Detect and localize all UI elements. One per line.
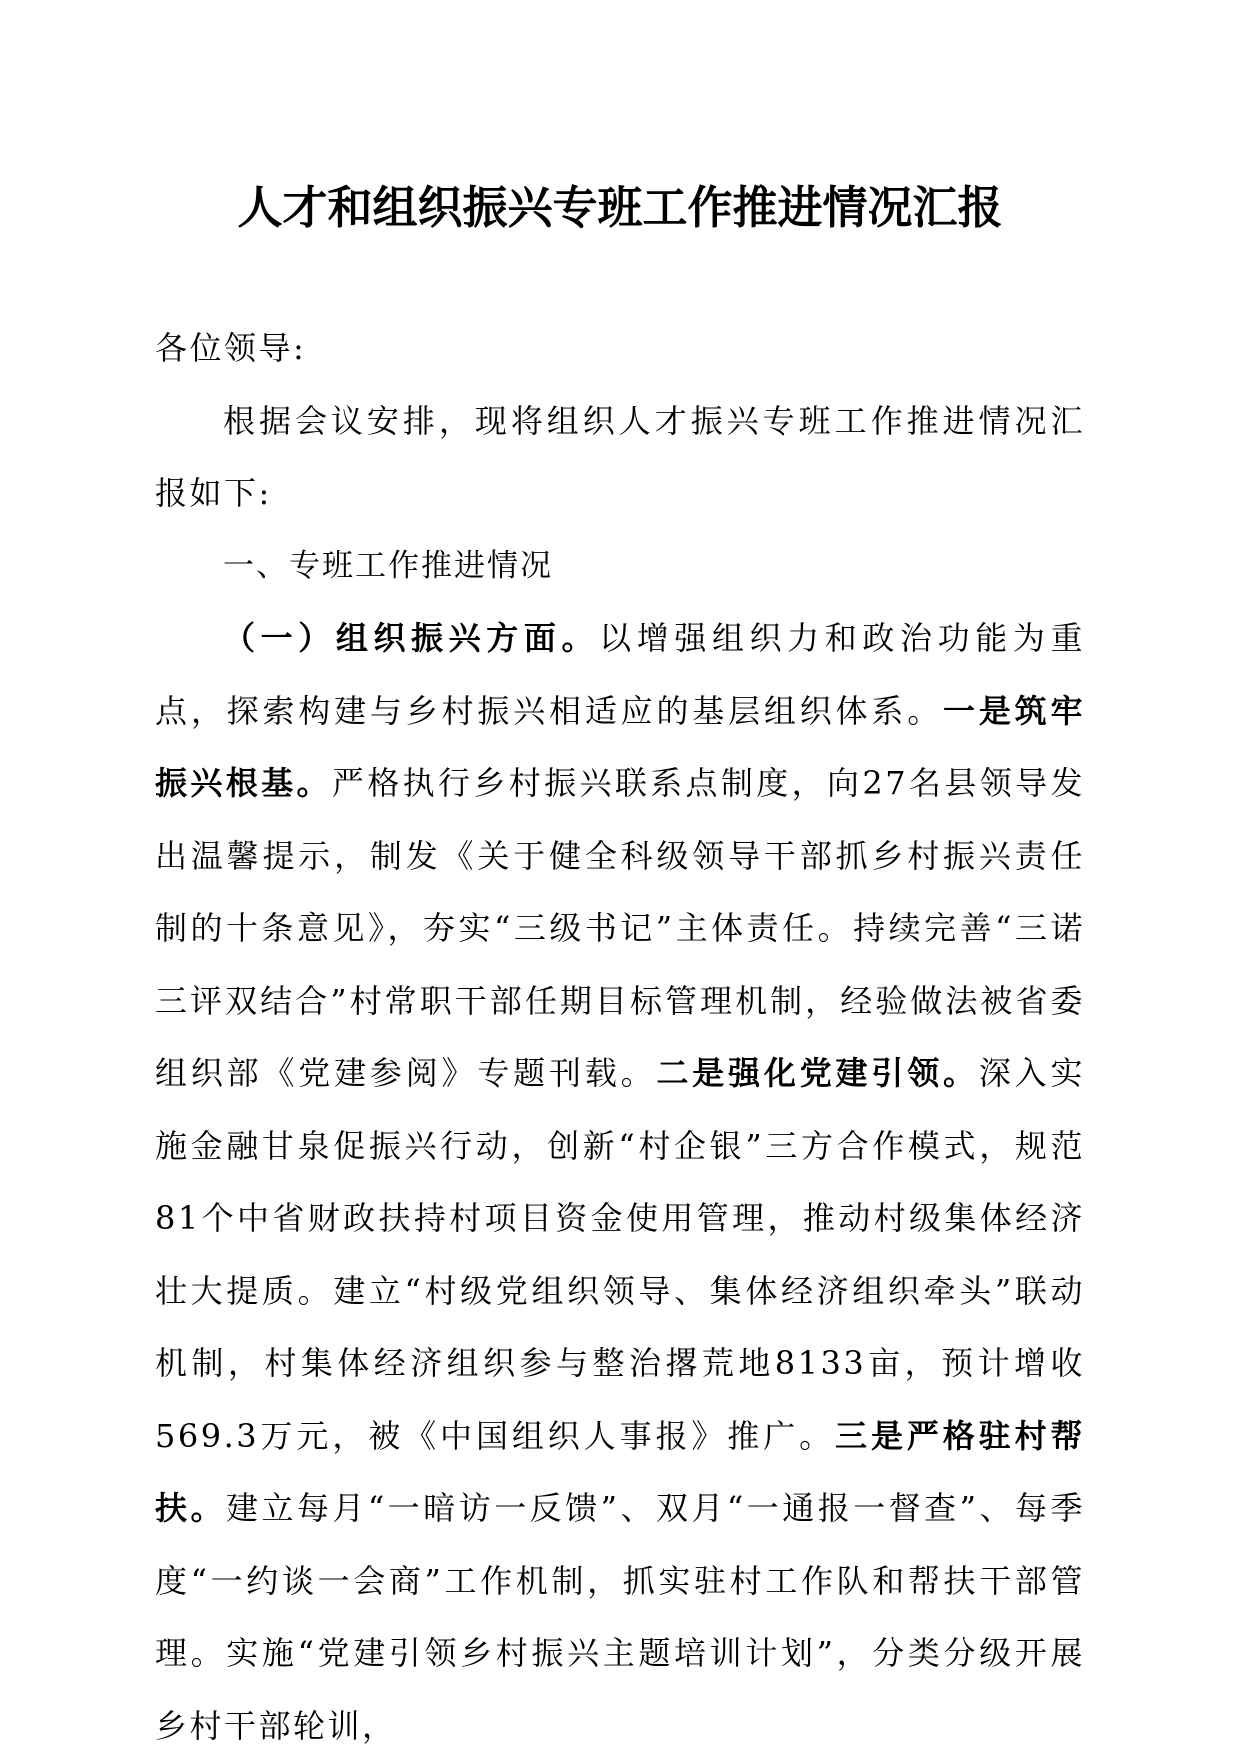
key-point-3: 三是严格驻村帮扶。 (155, 1416, 1085, 1527)
paragraph-text: 严格执行乡村振兴联系点制度，向27名县领导发出温馨提示，制发《关于健全科级领导干部抓乡村振兴责任制的十条意见》，夯实“三级书记”主体责任。持续完善“三诺三评双结合”村常职干部任期目标管理机制，经验做法被省委组织部《党建参阅》专题刊载。 (155, 764, 1085, 1092)
document-title: 人才和组织振兴专班工作推进情况汇报 (237, 181, 1003, 234)
subsection-heading-1: （一）组织振兴方面。 (223, 619, 600, 657)
key-point-2: 二是强化党建引领。 (656, 1054, 979, 1092)
salutation: 各位领导: (155, 329, 307, 367)
paragraph-text: 以增强组织力和政治功能为重点，探索构建与乡村振兴相适应的基层组织体系。 (155, 619, 1085, 730)
section-heading-1: 一、专班工作推进情况 (223, 547, 553, 584)
intro-paragraph: 根据会议安排，现将组织人才振兴专班工作推进情况汇报如下: (155, 401, 1085, 512)
key-point-1: 一是筑牢振兴根基。 (155, 691, 1085, 802)
paragraph-text: 深入实施金融甘泉促振兴行动，创新“村企银”三方合作模式，规范81个中省财政扶持村项目资金使用管理，推动村级集体经济壮大提质。建立“村级党组织领导、集体经济组织牵头”联动机制，村集体经济组织参与整治撂荒地8133亩，预计增收569.3万元，被《中国组织人事报》推广。 (155, 1054, 1085, 1455)
paragraph-text: 建立每月“一暗访一反馈”、双月“一通报一督查”、每季度“一约谈一会商”工作机制，抓实驻村工作队和帮扶干部管理。实施“党建引领乡村振兴主题培训计划”，分类分级开展乡村干部轮训， (155, 1489, 1085, 1745)
document-body (155, 312, 1085, 1762)
paragraph-organization-revitalization (155, 602, 1085, 1762)
